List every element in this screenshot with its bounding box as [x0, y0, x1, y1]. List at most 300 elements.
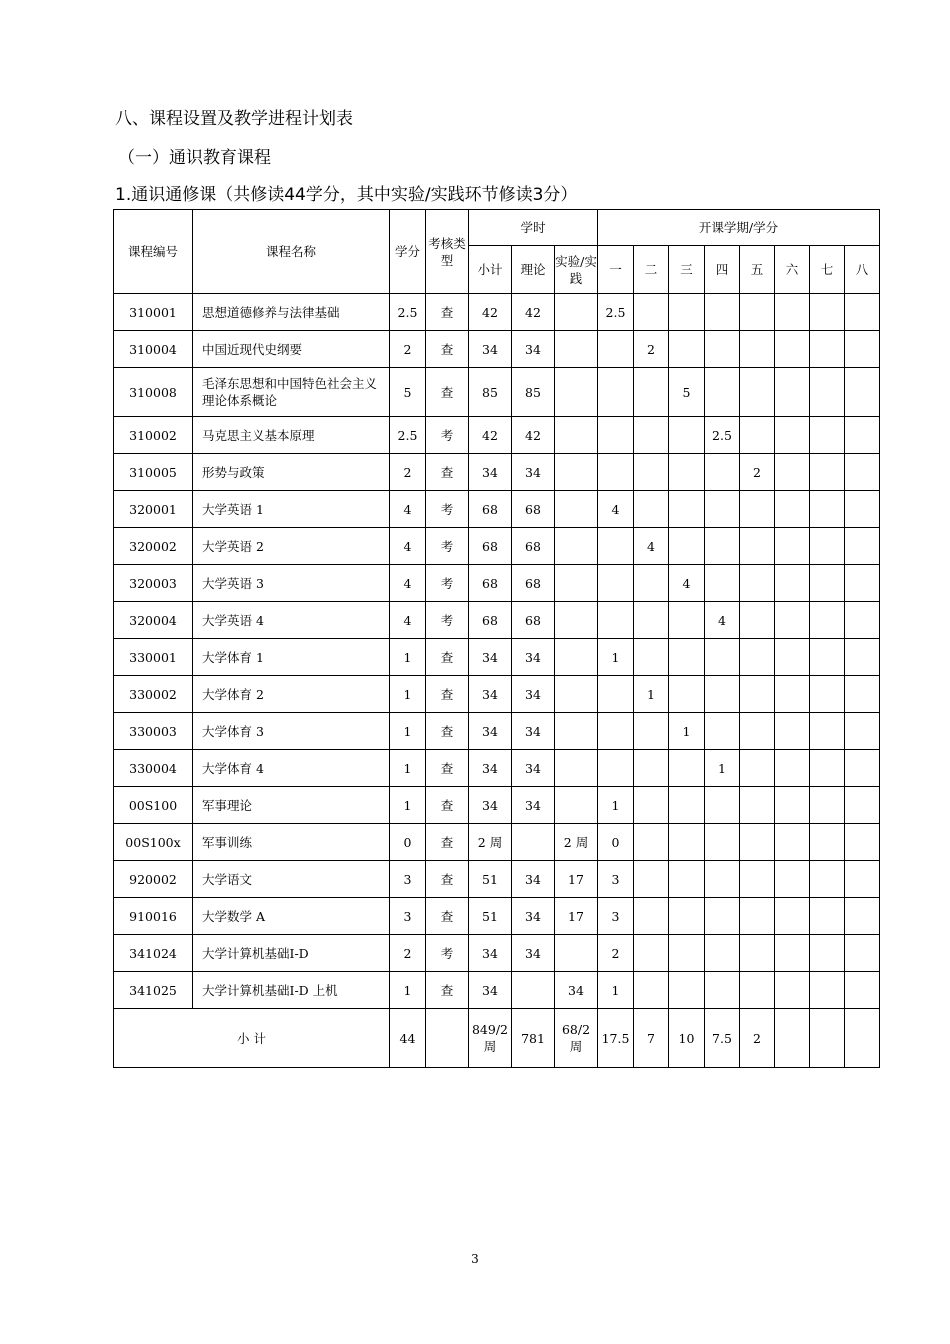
assessment-type: 查: [426, 331, 469, 368]
term-credit: [845, 787, 880, 824]
assessment-type: 考: [426, 417, 469, 454]
table-row: [114, 750, 880, 787]
term-credit: [669, 787, 705, 824]
hours-theory: [512, 972, 555, 1009]
term-credit: 2: [634, 331, 669, 368]
assessment-type: 查: [426, 294, 469, 331]
hours-lab: [555, 331, 598, 368]
term-credit: [775, 639, 810, 676]
term-credit: [705, 528, 740, 565]
assessment-type: 查: [426, 676, 469, 713]
term-credit: [669, 331, 705, 368]
term-credit: [634, 898, 669, 935]
hours-total: 34: [469, 713, 512, 750]
hours-theory: 34: [512, 861, 555, 898]
credit: 1: [390, 713, 426, 750]
assessment-type: 考: [426, 565, 469, 602]
hours-total: 2 周: [469, 824, 512, 861]
term-credit: [845, 824, 880, 861]
credit: 2: [390, 935, 426, 972]
term-credit: [810, 972, 845, 1009]
course-code: 310005: [114, 454, 193, 491]
hours-total: 68: [469, 491, 512, 528]
hours-lab: [555, 368, 598, 417]
term-credit: [740, 972, 775, 1009]
term-credit: [810, 565, 845, 602]
header-term: 六: [775, 246, 810, 294]
term-credit: 1: [598, 639, 634, 676]
term-credit: [775, 528, 810, 565]
term-credit: 4: [598, 491, 634, 528]
term-credit: [705, 454, 740, 491]
term-credit: [634, 750, 669, 787]
term-credit: [740, 750, 775, 787]
hours-lab: [555, 454, 598, 491]
term-credit: [598, 528, 634, 565]
hours-total: 34: [469, 676, 512, 713]
assessment-type: 查: [426, 750, 469, 787]
term-credit: [810, 676, 845, 713]
credit: 4: [390, 491, 426, 528]
assessment-type: 考: [426, 602, 469, 639]
credit: 2: [390, 331, 426, 368]
term-credit: [740, 935, 775, 972]
term-credit: [705, 491, 740, 528]
term-credit: [669, 935, 705, 972]
term-credit: [669, 676, 705, 713]
hours-lab: [555, 294, 598, 331]
header-hours-total: 小计: [469, 246, 512, 294]
term-credit: [705, 787, 740, 824]
header-terms: 开课学期/学分: [598, 210, 880, 246]
term-credit: [845, 935, 880, 972]
term-credit: [810, 528, 845, 565]
table-row: [114, 565, 880, 602]
course-code: 320001: [114, 491, 193, 528]
hours-theory: 85: [512, 368, 555, 417]
assessment-type: 查: [426, 824, 469, 861]
hours-lab: 17: [555, 861, 598, 898]
term-credit: [845, 676, 880, 713]
hours-theory: 34: [512, 713, 555, 750]
course-name: 马克思主义基本原理: [193, 417, 390, 454]
term-credit: [775, 491, 810, 528]
term-credit: [634, 935, 669, 972]
course-name: 大学英语 2: [193, 528, 390, 565]
assessment-type: 查: [426, 454, 469, 491]
term-credit: [775, 676, 810, 713]
term-credit: 2: [598, 935, 634, 972]
hours-lab: [555, 417, 598, 454]
term-credit: 0: [598, 824, 634, 861]
hours-lab: [555, 639, 598, 676]
term-credit: [740, 491, 775, 528]
hours-total: 42: [469, 417, 512, 454]
subtotal-term-credit: 10: [669, 1009, 705, 1068]
term-credit: [740, 861, 775, 898]
credit: 4: [390, 602, 426, 639]
term-credit: [810, 787, 845, 824]
credit: 2.5: [390, 417, 426, 454]
credit: 1: [390, 787, 426, 824]
term-credit: [845, 713, 880, 750]
term-credit: [775, 898, 810, 935]
term-credit: [634, 565, 669, 602]
hours-theory: 34: [512, 935, 555, 972]
term-credit: [845, 491, 880, 528]
term-credit: [634, 824, 669, 861]
term-credit: 1: [598, 787, 634, 824]
hours-theory: [512, 824, 555, 861]
term-credit: [669, 528, 705, 565]
table-row: [114, 528, 880, 565]
course-code: 330003: [114, 713, 193, 750]
credit: 3: [390, 898, 426, 935]
hours-lab: [555, 676, 598, 713]
table-row: [114, 368, 880, 417]
term-credit: [634, 491, 669, 528]
course-name: 大学英语 4: [193, 602, 390, 639]
course-name: 大学计算机基础Ⅰ-D 上机: [193, 972, 390, 1009]
term-credit: [705, 972, 740, 1009]
term-credit: [810, 639, 845, 676]
term-credit: [810, 861, 845, 898]
course-code: 920002: [114, 861, 193, 898]
term-credit: [740, 294, 775, 331]
term-credit: [740, 824, 775, 861]
term-credit: [598, 602, 634, 639]
course-name: 军事训练: [193, 824, 390, 861]
hours-total: 34: [469, 750, 512, 787]
hours-theory: 68: [512, 528, 555, 565]
term-credit: [810, 750, 845, 787]
term-credit: [705, 368, 740, 417]
term-credit: [775, 750, 810, 787]
term-credit: 1: [705, 750, 740, 787]
term-credit: [634, 417, 669, 454]
table-row: [114, 639, 880, 676]
term-credit: [740, 787, 775, 824]
subtotal-term-credit: [845, 1009, 880, 1068]
term-credit: [669, 454, 705, 491]
assessment-type: 考: [426, 528, 469, 565]
course-code: 341024: [114, 935, 193, 972]
term-credit: [598, 713, 634, 750]
course-code: 910016: [114, 898, 193, 935]
term-credit: [669, 294, 705, 331]
credit: 3: [390, 861, 426, 898]
assessment-type: 查: [426, 368, 469, 417]
credit: 4: [390, 528, 426, 565]
assessment-type: 考: [426, 491, 469, 528]
term-credit: [634, 972, 669, 1009]
term-credit: [705, 713, 740, 750]
credit: 2: [390, 454, 426, 491]
hours-total: 85: [469, 368, 512, 417]
hours-lab: [555, 565, 598, 602]
subsection-heading: （一）通识教育课程: [118, 148, 271, 168]
hours-lab: [555, 528, 598, 565]
term-credit: [845, 639, 880, 676]
term-credit: 4: [669, 565, 705, 602]
hours-total: 51: [469, 898, 512, 935]
subtotal-hours-theory: 781: [512, 1009, 555, 1068]
term-credit: [810, 417, 845, 454]
hours-theory: 34: [512, 454, 555, 491]
term-credit: [740, 331, 775, 368]
course-name: 形势与政策: [193, 454, 390, 491]
term-credit: [634, 454, 669, 491]
hours-theory: 34: [512, 898, 555, 935]
header-term: 四: [705, 246, 740, 294]
course-name: 大学数学 A: [193, 898, 390, 935]
header-term: 七: [810, 246, 845, 294]
term-credit: 3: [598, 861, 634, 898]
term-credit: [845, 750, 880, 787]
header-credit: 学分: [390, 210, 426, 294]
table-row: [114, 676, 880, 713]
course-name: 大学体育 2: [193, 676, 390, 713]
term-credit: [845, 454, 880, 491]
course-name: 毛泽东思想和中国特色社会主义理论体系概论: [193, 368, 390, 417]
term-credit: [634, 861, 669, 898]
assessment-type: 查: [426, 861, 469, 898]
header-term: 二: [634, 246, 669, 294]
hours-theory: 34: [512, 787, 555, 824]
term-credit: [740, 528, 775, 565]
credit: 0: [390, 824, 426, 861]
term-credit: [775, 294, 810, 331]
header-term: 三: [669, 246, 705, 294]
subtotal-credit: 44: [390, 1009, 426, 1068]
hours-lab: 2 周: [555, 824, 598, 861]
table-row: [114, 787, 880, 824]
course-code: 330002: [114, 676, 193, 713]
term-credit: [775, 824, 810, 861]
term-credit: [669, 824, 705, 861]
hours-lab: [555, 491, 598, 528]
term-credit: [705, 935, 740, 972]
term-credit: [634, 639, 669, 676]
hours-theory: 68: [512, 602, 555, 639]
term-credit: [845, 972, 880, 1009]
credit: 4: [390, 565, 426, 602]
term-credit: [669, 750, 705, 787]
course-code: 320004: [114, 602, 193, 639]
course-code: 330004: [114, 750, 193, 787]
hours-total: 34: [469, 639, 512, 676]
term-credit: [775, 861, 810, 898]
hours-total: 34: [469, 454, 512, 491]
course-code: 00S100x: [114, 824, 193, 861]
header-term: 八: [845, 246, 880, 294]
term-credit: [705, 565, 740, 602]
course-code: 320002: [114, 528, 193, 565]
term-credit: [845, 368, 880, 417]
term-credit: [845, 331, 880, 368]
credit: 1: [390, 972, 426, 1009]
term-credit: [810, 491, 845, 528]
term-credit: [598, 565, 634, 602]
course-code: 330001: [114, 639, 193, 676]
hours-lab: [555, 787, 598, 824]
hours-theory: 68: [512, 491, 555, 528]
assessment-type: 查: [426, 898, 469, 935]
term-credit: [740, 368, 775, 417]
hours-lab: [555, 713, 598, 750]
term-credit: 5: [669, 368, 705, 417]
term-credit: [810, 368, 845, 417]
assessment-type: 查: [426, 639, 469, 676]
hours-total: 68: [469, 528, 512, 565]
term-credit: [740, 639, 775, 676]
term-credit: 4: [705, 602, 740, 639]
term-credit: [845, 528, 880, 565]
course-name: 大学计算机基础Ⅰ-D: [193, 935, 390, 972]
term-credit: [740, 898, 775, 935]
term-credit: 4: [634, 528, 669, 565]
term-credit: [634, 713, 669, 750]
subtotal-term-credit: [775, 1009, 810, 1068]
hours-theory: 34: [512, 331, 555, 368]
term-credit: [810, 602, 845, 639]
term-credit: 3: [598, 898, 634, 935]
credit: 5: [390, 368, 426, 417]
hours-theory: 68: [512, 565, 555, 602]
course-code: 341025: [114, 972, 193, 1009]
term-credit: [845, 898, 880, 935]
term-credit: [669, 417, 705, 454]
term-credit: [775, 368, 810, 417]
course-name: 大学体育 4: [193, 750, 390, 787]
term-credit: [810, 713, 845, 750]
subtotal-hours-total: 849/2 周: [469, 1009, 512, 1068]
subtotal-term-credit: 7: [634, 1009, 669, 1068]
hours-total: 51: [469, 861, 512, 898]
subtotal-hours-lab: 68/2 周: [555, 1009, 598, 1068]
header-hours-theory: 理论: [512, 246, 555, 294]
term-credit: [598, 368, 634, 417]
term-credit: [598, 676, 634, 713]
term-credit: [598, 454, 634, 491]
header-term: 五: [740, 246, 775, 294]
term-credit: [775, 972, 810, 1009]
hours-theory: 34: [512, 750, 555, 787]
table-row: [114, 861, 880, 898]
credit: 1: [390, 676, 426, 713]
term-credit: [705, 676, 740, 713]
credit: 1: [390, 750, 426, 787]
term-credit: [634, 602, 669, 639]
term-credit: [634, 294, 669, 331]
header-course-name: 课程名称: [193, 210, 390, 294]
section-heading: 八、课程设置及教学进程计划表: [115, 109, 353, 129]
assessment-type: 查: [426, 787, 469, 824]
hours-theory: 42: [512, 417, 555, 454]
hours-total: 42: [469, 294, 512, 331]
hours-total: 68: [469, 565, 512, 602]
term-credit: [845, 294, 880, 331]
term-credit: [775, 935, 810, 972]
course-code: 00S100: [114, 787, 193, 824]
term-credit: [740, 565, 775, 602]
term-credit: [634, 787, 669, 824]
term-credit: [845, 861, 880, 898]
term-credit: [669, 861, 705, 898]
table-row: [114, 898, 880, 935]
table-row: [114, 713, 880, 750]
term-credit: [598, 331, 634, 368]
course-name: 中国近现代史纲要: [193, 331, 390, 368]
term-credit: [705, 824, 740, 861]
term-credit: 2.5: [598, 294, 634, 331]
term-credit: [740, 417, 775, 454]
subtotal-term-credit: 17.5: [598, 1009, 634, 1068]
course-name: 大学体育 1: [193, 639, 390, 676]
term-credit: [810, 331, 845, 368]
assessment-type: 考: [426, 935, 469, 972]
term-credit: [740, 676, 775, 713]
hours-total: 34: [469, 787, 512, 824]
term-credit: [775, 331, 810, 368]
term-credit: [705, 294, 740, 331]
term-credit: [705, 331, 740, 368]
term-credit: 2.5: [705, 417, 740, 454]
assessment-type: 查: [426, 713, 469, 750]
course-name: 大学英语 3: [193, 565, 390, 602]
table-caption: 1.通识通修课（共修读44学分，其中实验/实践环节修读3分）: [115, 185, 578, 205]
term-credit: [845, 417, 880, 454]
term-credit: [669, 491, 705, 528]
term-credit: [845, 565, 880, 602]
header-course-code: 课程编号: [114, 210, 193, 294]
course-code: 310002: [114, 417, 193, 454]
hours-lab: [555, 935, 598, 972]
term-credit: 1: [634, 676, 669, 713]
course-code: 310004: [114, 331, 193, 368]
table-row: [114, 294, 880, 331]
subtotal-term-credit: [810, 1009, 845, 1068]
term-credit: 1: [598, 972, 634, 1009]
table-row: [114, 972, 880, 1009]
hours-theory: 42: [512, 294, 555, 331]
course-name: 大学英语 1: [193, 491, 390, 528]
term-credit: [669, 639, 705, 676]
term-credit: [810, 898, 845, 935]
hours-lab: [555, 602, 598, 639]
subtotal-term-credit: 7.5: [705, 1009, 740, 1068]
term-credit: [775, 713, 810, 750]
term-credit: [669, 898, 705, 935]
term-credit: [775, 454, 810, 491]
term-credit: 2: [740, 454, 775, 491]
term-credit: [810, 824, 845, 861]
term-credit: [775, 565, 810, 602]
credit: 1: [390, 639, 426, 676]
subtotal-row: [114, 1009, 880, 1068]
course-name: 大学语文: [193, 861, 390, 898]
course-name: 大学体育 3: [193, 713, 390, 750]
course-name: 军事理论: [193, 787, 390, 824]
course-code: 310001: [114, 294, 193, 331]
hours-lab: [555, 750, 598, 787]
term-credit: [669, 972, 705, 1009]
subtotal-term-credit: 2: [740, 1009, 775, 1068]
hours-total: 34: [469, 935, 512, 972]
subtotal-label: 小 计: [114, 1009, 390, 1068]
term-credit: [810, 294, 845, 331]
table-row: [114, 935, 880, 972]
